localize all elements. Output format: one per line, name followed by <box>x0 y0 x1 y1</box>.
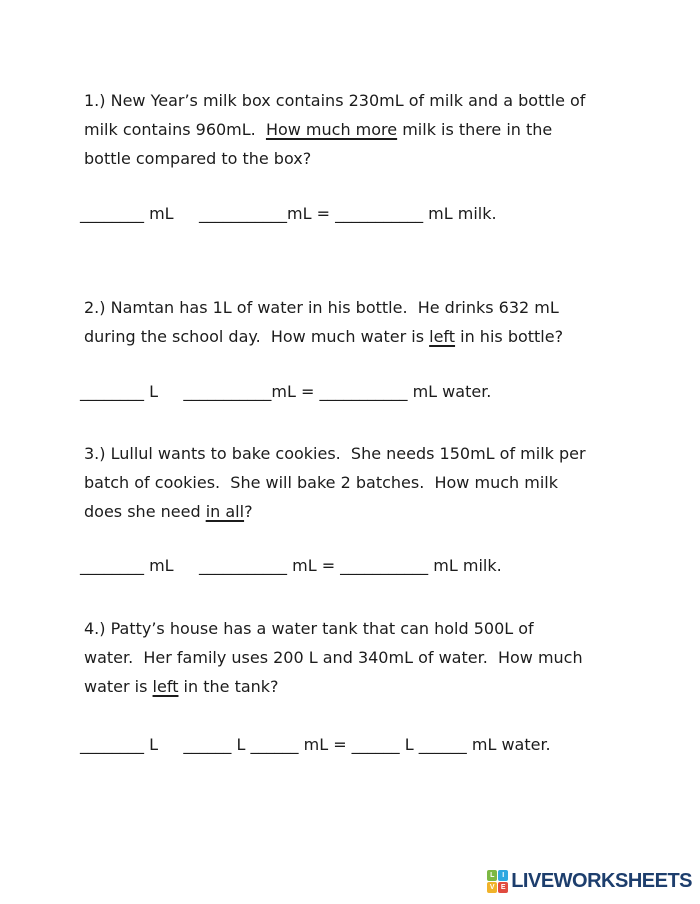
question-1-underlined-phrase: How much more <box>265 120 398 139</box>
question-1-line-1: 1.) New Year’s milk box contains 230mL of milk and a bottle of <box>84 91 586 110</box>
question-1-line-2 <box>84 115 585 144</box>
question-3 <box>84 439 586 526</box>
question-1 <box>84 86 585 173</box>
logo-tile-l: L <box>487 870 497 881</box>
liveworksheets-logo[interactable] <box>487 870 692 893</box>
question-4-line-1: 4.) Patty’s house has a water tank that can hold 500L of <box>84 619 534 638</box>
question-4-answer-blanks[interactable]: ________ L ______ L ______ mL = ______ L ______ mL water. <box>80 735 551 754</box>
question-1-answer-blanks[interactable]: ________ mL ___________mL = ___________ mL milk. <box>80 204 497 223</box>
question-3-line-3 <box>84 497 586 526</box>
liveworksheets-grid-icon <box>487 870 508 893</box>
liveworksheets-wordmark: LIVEWORKSHEETS <box>511 870 692 892</box>
question-4 <box>84 614 583 701</box>
question-2-line-1: 2.) Namtan has 1L of water in his bottle. He drinks 632 mL <box>84 298 559 317</box>
question-2-answer-blanks[interactable]: ________ L ___________mL = ___________ mL water. <box>80 382 492 401</box>
question-2 <box>84 293 563 351</box>
question-2-line-2 <box>84 322 563 351</box>
question-1-line-2-pre: milk contains 960mL. <box>84 120 266 139</box>
question-2-line-2-pre: during the school day. How much water is <box>84 327 430 346</box>
question-4-line-3 <box>84 672 583 701</box>
question-3-underlined-phrase: in all <box>205 502 245 521</box>
question-4-underlined-phrase: left <box>152 677 179 696</box>
question-4-line-3-pre: water is <box>84 677 153 696</box>
question-2-line-2-post: in his bottle? <box>455 327 564 346</box>
question-1-line-3: bottle compared to the box? <box>84 149 312 168</box>
question-3-line-3-pre: does she need <box>84 502 206 521</box>
question-4-line-3-post: in the tank? <box>178 677 279 696</box>
logo-tile-v: V <box>487 882 497 893</box>
logo-tile-i: I <box>498 870 508 881</box>
question-3-answer-blanks[interactable]: ________ mL ___________ mL = ___________ mL milk. <box>80 556 502 575</box>
question-3-line-1: 3.) Lullul wants to bake cookies. She needs 150mL of milk per <box>84 444 586 463</box>
question-3-line-3-post: ? <box>244 502 253 521</box>
question-4-line-2: water. Her family uses 200 L and 340mL of water. How much <box>84 648 583 667</box>
question-3-line-2: batch of cookies. She will bake 2 batches. How much milk <box>84 473 558 492</box>
question-2-underlined-phrase: left <box>429 327 456 346</box>
logo-tile-e: E <box>498 882 508 893</box>
question-1-line-2-post: milk is there in the <box>397 120 553 139</box>
